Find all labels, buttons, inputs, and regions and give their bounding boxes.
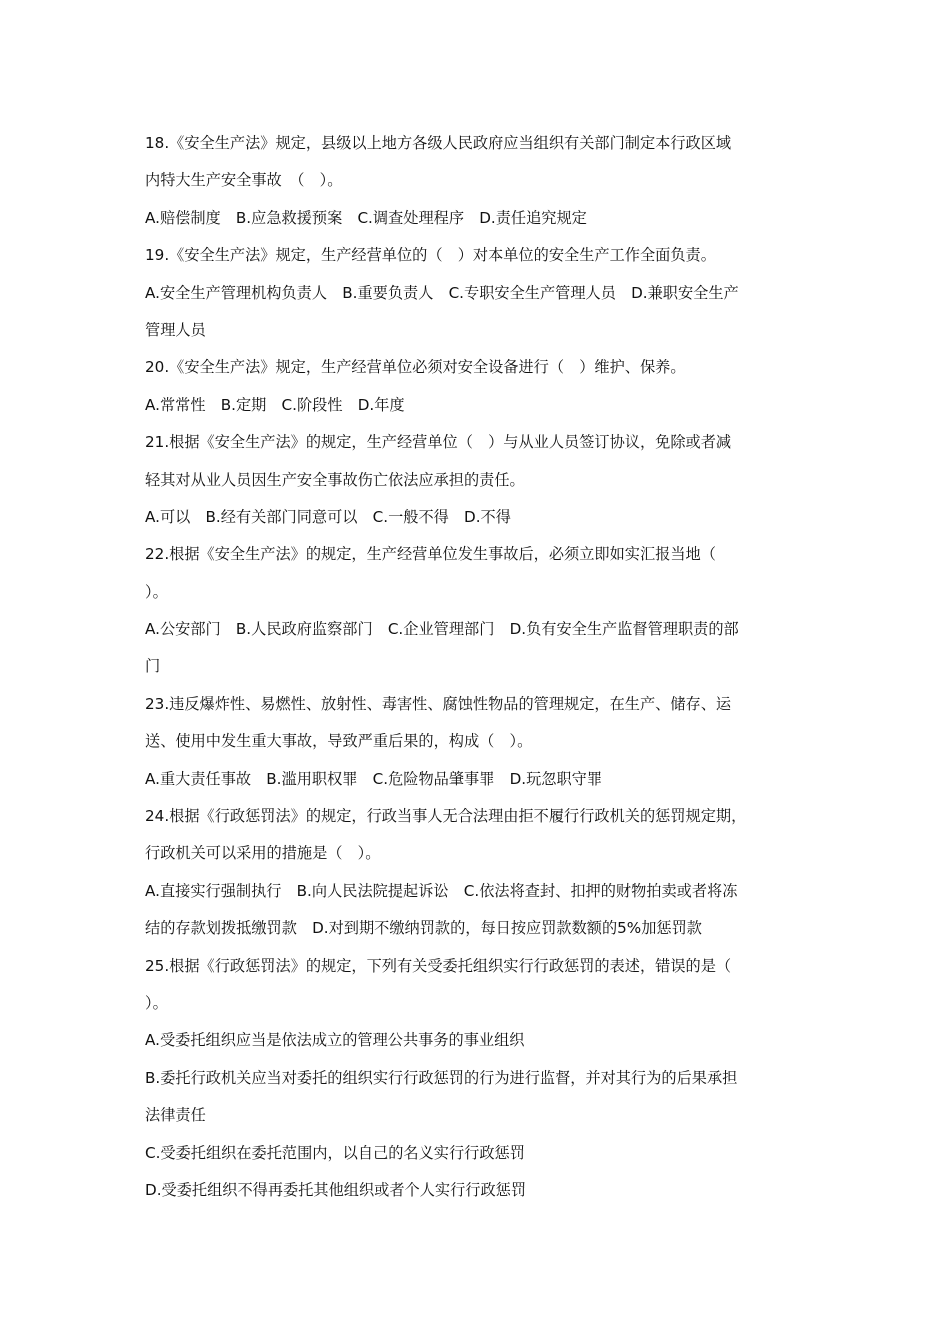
- q24-options-line-2: 结的存款划拨抵缴罚款 D.对到期不缴纳罚款的，每日按应罚款数额的5%加惩罚款: [145, 919, 702, 938]
- q19-options-line-2: 管理人员: [145, 320, 206, 339]
- q18-options: A.赔偿制度 B.应急救援预案 C.调查处理程序 D.责任追究规定: [145, 208, 587, 227]
- q20-options: A.常常性 B.定期 C.阶段性 D.年度: [145, 395, 405, 414]
- q24-options-line-1: A.直接实行强制执行 B.向人民法院提起诉讼 C.依法将查封、扣押的财物拍卖或者将冻: [145, 881, 738, 900]
- q22-stem-line-1: 22.根据《安全生产法》的规定，生产经营单位发生事故后，必须立即如实汇报当地（: [145, 545, 716, 564]
- q19-stem: 19.《安全生产法》规定，生产经营单位的（ ）对本单位的安全生产工作全面负责。: [145, 246, 716, 265]
- q25-option-a: A.受委托组织应当是依法成立的管理公共事务的事业组织: [145, 1031, 525, 1050]
- q24-stem-line-2: 行政机关可以采用的措施是（ ）。: [145, 844, 381, 863]
- q23-options: A.重大责任事故 B.滥用职权罪 C.危险物品肇事罪 D.玩忽职守罪: [145, 769, 603, 788]
- q22-options-line-1: A.公安部门 B.人民政府监察部门 C.企业管理部门 D.负有安全生产监督管理职责的部: [145, 620, 739, 639]
- q18-stem-line-1: 18.《安全生产法》规定，县级以上地方各级人民政府应当组织有关部门制定本行政区域: [145, 134, 732, 152]
- q23-stem-line-2: 送、使用中发生重大事故，导致严重后果的，构成（ ）。: [145, 732, 533, 751]
- q23-stem-line-1: 23.违反爆炸性、易燃性、放射性、毒害性、腐蚀性物品的管理规定，在生产、储存、运: [145, 694, 732, 713]
- q22-stem-line-2: ）。: [145, 582, 168, 601]
- q25-option-b-line-2: 法律责任: [145, 1106, 206, 1125]
- q21-stem-line-1: 21.根据《安全生产法》的规定，生产经营单位（ ）与从业人员签订协议，免除或者减: [145, 433, 732, 452]
- q24-stem-line-1: 24.根据《行政惩罚法》的规定，行政当事人无合法理由拒不履行行政机关的惩罚规定期，: [145, 807, 747, 826]
- q25-stem-line-2: ）。: [145, 993, 168, 1012]
- q25-option-b-line-1: B.委托行政机关应当对委托的组织实行行政惩罚的行为进行监督，并对其行为的后果承担: [145, 1068, 738, 1087]
- q21-options: A.可以 B.经有关部门同意可以 C.一般不得 D.不得: [145, 507, 511, 526]
- q21-stem-line-2: 轻其对从业人员因生产安全事故伤亡依法应承担的责任。: [145, 470, 525, 489]
- q25-option-d: D.受委托组织不得再委托其他组织或者个人实行行政惩罚: [145, 1180, 527, 1199]
- q18-stem-line-2: 内特大生产安全事故 （ ）。: [145, 171, 343, 190]
- document-body: [145, 125, 825, 1209]
- q20-stem: 20.《安全生产法》规定，生产经营单位必须对安全设备进行（ ）维护、保养。: [145, 358, 686, 377]
- q19-options-line-1: A.安全生产管理机构负责人 B.重要负责人 C.专职安全生产管理人员 D.兼职安全生产: [145, 283, 739, 302]
- q25-option-c: C.受委托组织在委托范围内，以自己的名义实行行政惩罚: [145, 1143, 525, 1162]
- q25-stem-line-1: 25.根据《行政惩罚法》的规定，下列有关受委托组织实行行政惩罚的表述，错误的是（: [145, 956, 732, 975]
- q22-options-line-2: 门: [145, 657, 161, 676]
